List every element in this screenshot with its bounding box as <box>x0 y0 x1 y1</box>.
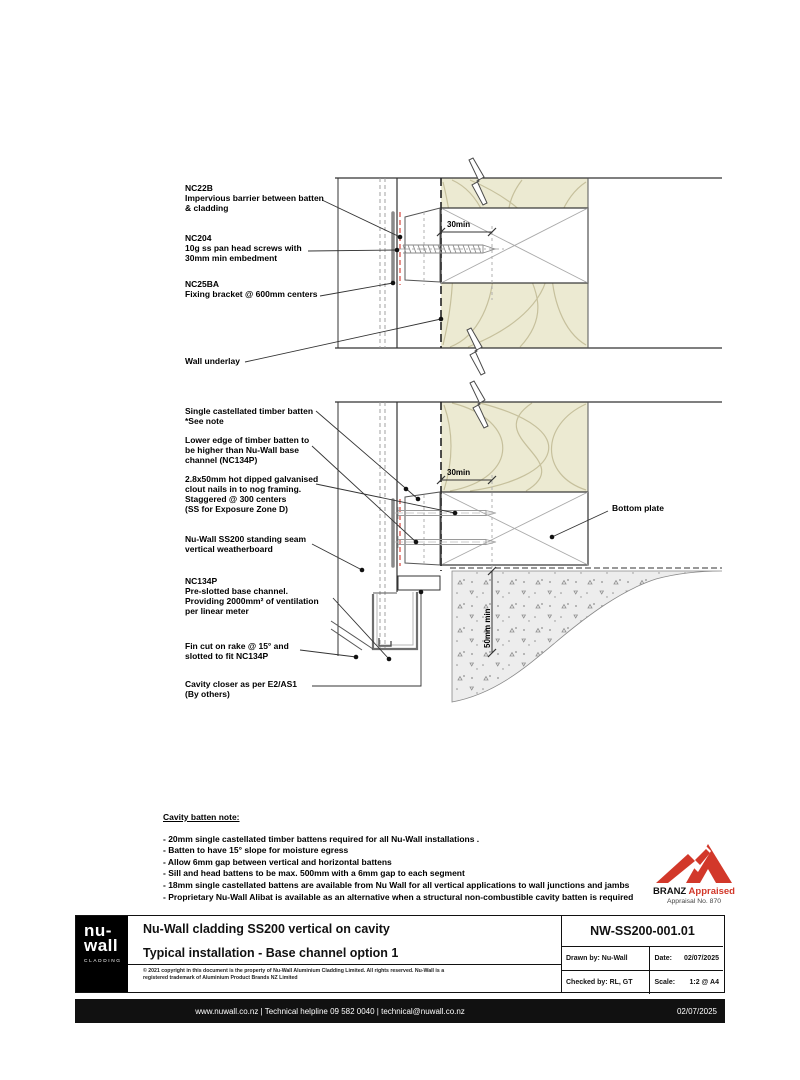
drawn-by-cell: Drawn by: Nu-Wall <box>566 955 628 962</box>
dim-30min-top: 30min <box>447 220 471 229</box>
footer-contact: www.nuwall.co.nz | Technical helpline 09 582 0040 | technical@nuwall.co.nz <box>195 1006 465 1016</box>
label-bottom-plate: Bottom plate <box>612 503 664 513</box>
scale-cell: Scale: 1:2 @ A4 <box>649 971 723 994</box>
label-ss200-weatherboard: Nu-Wall SS200 standing seam vertical weatherboard <box>185 534 307 554</box>
notes-section <box>163 812 633 903</box>
dim-50mm-min: 50mm min <box>483 608 492 648</box>
date-cell: Date: 02/07/2025 <box>649 947 723 970</box>
note-item: - Batten to have 15° slope for moisture egress <box>163 845 349 856</box>
footer-bar <box>75 999 725 1023</box>
checked-by-cell: Checked by: RL, GT <box>566 979 633 986</box>
label-cavity-closer: Cavity closer as per E2/AS1 (By others) <box>185 679 297 699</box>
bottom-detail-section <box>300 381 722 702</box>
label-fin-cut: Fin cut on rake @ 15° and slotted to fit NC134P <box>185 641 289 661</box>
nuwall-logo: nu- wall CLADDING <box>76 916 128 992</box>
label-nc204: NC204 10g ss pan head screws with 30mm min embedment <box>185 233 302 263</box>
footer-date: 02/07/2025 <box>676 1006 717 1016</box>
note-item: - 20mm single castellated timber battens required for all Nu-Wall installations . <box>163 833 480 844</box>
label-nc25ba: NC25BA Fixing bracket @ 600mm centers <box>185 279 318 299</box>
dim-30min-bottom: 30min <box>447 468 471 477</box>
sheet-subtitle: Typical installation - Base channel option 1 <box>143 946 399 960</box>
drawing-number: NW-SS200-001.01 <box>590 924 695 938</box>
label-clout-nails: 2.8x50mm hot dipped galvanised clout nails in to nog framing. Staggered @ 300 centers (SS for Exposure Zone D) <box>185 474 319 514</box>
note-item: - Allow 6mm gap between vertical and horizontal battens <box>163 856 392 867</box>
label-nc134p: NC134P Pre-slotted base channel. Providing 2000mm² of ventilation per linear meter <box>185 576 319 616</box>
branz-mark-icon <box>648 836 740 884</box>
sheet-title: Nu-Wall cladding SS200 vertical on cavity <box>143 922 390 936</box>
branz-appraisal-number: Appraisal No. 870 <box>666 898 722 905</box>
notes-title: Cavity batten note: <box>163 812 240 822</box>
branz-text: BRANZ Appraised <box>652 886 735 897</box>
label-lower-edge: Lower edge of timber batten to be higher than Nu-Wall base channel (NC134P) <box>185 435 310 465</box>
title-block <box>75 915 725 993</box>
title-block-middle <box>128 916 561 992</box>
note-item: - Sill and head battens to be max. 500mm with a 6mm gap to each segment <box>163 868 465 879</box>
branz-appraised-logo <box>648 836 740 905</box>
nuwall-logo-sub: CLADDING <box>84 959 122 964</box>
note-item: - Proprietary Nu-Wall Alibat is available as an alternative when a structural non-combustible cavity batten is required <box>163 891 634 902</box>
note-item: - 18mm single castellated battens are available from Nu Wall for all vertical applications to wall junctions and jambs <box>163 879 630 890</box>
label-nc22b: NC22B Impervious barrier between batten & cladding <box>185 183 324 213</box>
label-batten: Single castellated timber batten *See note <box>185 406 314 426</box>
copyright-text: © 2021 copyright in this document is the property of Nu-Wall Aluminium Cladding Limited. All rights reserved. Nu-Wall is a registered trademark of Aluminium Product Brands NZ Limited <box>128 964 561 991</box>
label-wall-underlay: Wall underlay <box>185 356 240 366</box>
title-block-right <box>561 916 723 992</box>
